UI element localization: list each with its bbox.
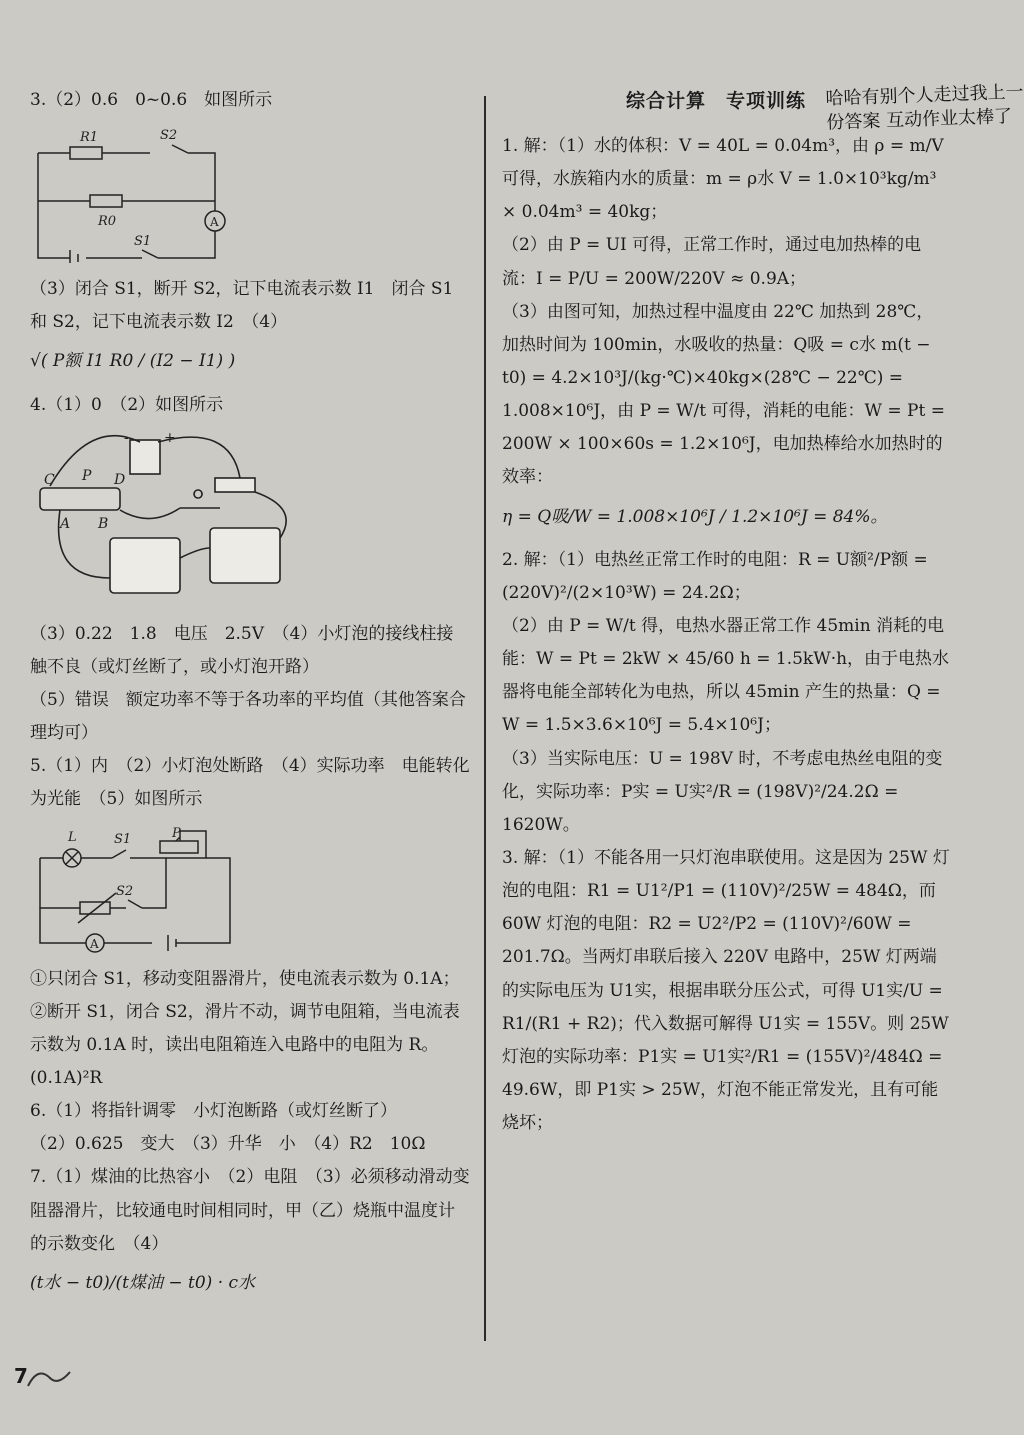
label-s2: S2 bbox=[160, 128, 178, 144]
q5-part5-text: ①只闭合 S1，移动变阻器滑片，使电流表示数为 0.1A；②断开 S1，闭合 S2，滑片不动，调节电阻箱，当电流表示数为 0.1A 时，读出电阻箱连入电路中的电阻为 R。 (0.1A)²R bbox=[30, 968, 460, 1088]
calc2-part2: （2）由 P = W/t 得，电热水器正常工作 45min 消耗的电能：W = Pt = 2kW × 45/60 h = 1.5kW·h，由于电热水器将电能全部转化为电热，所以 45min 产生的热量：Q = W = 1.5×3.6×10⁶J = 5.4×10⁶J； bbox=[502, 615, 950, 736]
label-c: C bbox=[44, 471, 55, 488]
q4-part1: 4.（1）0 （2）如图所示 bbox=[30, 394, 224, 415]
calc2-part1: 2. 解：（1）电热丝正常工作时的电阻：R = U额²/P额 = (220V)²/(2×10³W) = 24.2Ω； bbox=[502, 549, 928, 603]
corner-ornament bbox=[24, 1362, 74, 1392]
q4-part5: （5）错误 额定功率不等于各功率的平均值（其他答案合理均可） bbox=[30, 689, 466, 744]
circuit-diagram-1 bbox=[30, 123, 230, 263]
calc1-part3: （3）由图可知，加热过程中温度由 22℃ 加热到 28℃，加热时间为 100min，水吸收的热量：Q吸 = c水 m(t − t0) = 4.2×10³J/(kg·℃)×40kg×(28℃ − 22℃) = 1.008×10⁶J，由 P = W/t 可得，消耗的电能：W = Pt = 200W × 100×60s = 1.2×10⁶J，电加热棒给水加热时的效率： bbox=[502, 301, 945, 488]
calc1-part2: （2）由 P = UI 可得，正常工作时，通过电加热棒的电流：I = P/U = 200W/220V ≈ 0.9A； bbox=[502, 235, 922, 289]
label-slider: P bbox=[172, 825, 181, 841]
calc1-part1: 1. 解：（1）水的体积：V = 40L = 0.04m³，由 ρ = m/V 可得，水族箱内水的质量：m = ρ水 V = 1.0×10³kg/m³ × 0.04m³ = 40kg； bbox=[502, 136, 944, 223]
page-number: 7 bbox=[14, 1364, 28, 1388]
column-divider bbox=[484, 96, 486, 1341]
q4-part3: （3）0.22 1.8 电压 2.5V （4）小灯泡的接线柱接触不良（或灯丝断了，或小灯泡开路） bbox=[30, 623, 454, 677]
q7: 7.（1）煤油的比热容小 （2）电阻 （3）必须移动滑动变阻器滑片，比较通电时间相同时，甲（乙）烧瓶中温度计的示数变化 （4） bbox=[30, 1167, 470, 1254]
section-header: 综合计算 专项训练 bbox=[626, 90, 807, 112]
q7-formula: (t水 − t0)/(t煤油 − t0) · c水 bbox=[30, 1272, 256, 1293]
circuit-diagram-2 bbox=[30, 823, 240, 953]
label-s1b: S1 bbox=[114, 831, 132, 847]
label-ammeter-2: A bbox=[90, 936, 99, 951]
q6-part2: （2）0.625 变大 （3）升华 小 （4）R2 10Ω bbox=[30, 1134, 426, 1155]
handwritten-note: 哈哈有别个人走过我上一份答案 互动作业太棒了 bbox=[825, 81, 1024, 134]
right-column bbox=[502, 130, 950, 1140]
label-d: D bbox=[114, 471, 126, 488]
calc1-efficiency: η = Q吸/W = 1.008×10⁶J / 1.2×10⁶J = 84%。 bbox=[502, 506, 888, 527]
label-r1: R1 bbox=[80, 130, 99, 146]
q3-formula: √( P额 I1 R0 / (I2 − I1) ) bbox=[30, 351, 236, 372]
label-p: P bbox=[82, 467, 92, 484]
label-r0: R0 bbox=[98, 214, 117, 230]
calc3-part1: 3. 解：（1）不能各用一只灯泡串联使用。这是因为 25W 灯泡的电阻：R1 = U1²/P1 = (110V)²/25W = 484Ω，而 60W 灯泡的电阻：R2 = U2²/P2 = (110V)²/60W = 201.7Ω。当两灯串联后接入 220V 电路中，25W 灯两端的实际电压为 U1实，根据串联分压公式，可得 U1实/U = R1/(R1 + R2)；代入数据可解得 U1实 = 155V。则 25W 灯泡的实际功率：P1实 = U1实²/R1 = (155V)²/484Ω = 49.6W，即 P1实 > 25W，灯泡不能正常发光，且有可能烧坏； bbox=[502, 847, 950, 1134]
label-ammeter: A bbox=[210, 215, 219, 230]
label-lamp: L bbox=[68, 829, 77, 845]
label-plus: + bbox=[164, 429, 176, 446]
wiring-diagram bbox=[30, 428, 330, 608]
left-column bbox=[30, 84, 470, 1310]
q3-part2: 3.（2）0.6 0~0.6 如图所示 bbox=[30, 90, 273, 110]
calc2-part3: （3）当实际电压：U = 198V 时，不考虑电热丝电阻的变化，实际功率：P实 = U实²/R = (198V)²/24.2Ω = 1620W。 bbox=[502, 748, 943, 835]
label-b: B bbox=[98, 515, 109, 532]
q5-part1: 5.（1）内 （2）小灯泡处断路 （4）实际功率 电能转化为光能 （5）如图所示 bbox=[30, 756, 470, 810]
q6-part1: 6.（1）将指针调零 小灯泡断路（或灯丝断了） bbox=[30, 1101, 398, 1122]
label-s1: S1 bbox=[134, 234, 152, 250]
label-minus: - bbox=[124, 429, 129, 446]
q3-part3: （3）闭合 S1，断开 S2，记下电流表示数 I1 闭合 S1 和 S2，记下电流表示数 I2 （4） bbox=[30, 279, 454, 333]
label-s2b: S2 bbox=[116, 883, 134, 899]
label-a: A bbox=[60, 515, 71, 532]
